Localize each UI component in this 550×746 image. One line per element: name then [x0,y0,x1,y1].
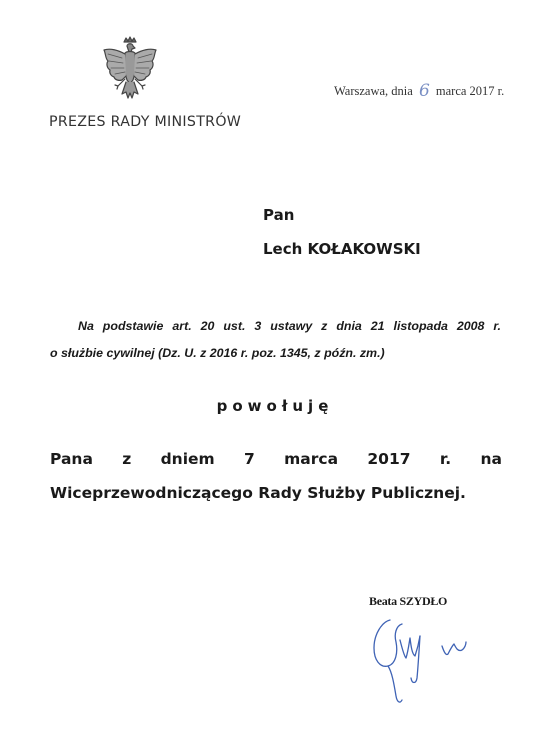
legal-basis-line-1: Na podstawie art. 20 ust. 3 ustawy z dnia 21 listopada 2008 r. [78,319,501,333]
addressee-salutation: Pan [263,206,295,224]
appointment-text-line-2: Wiceprzewodniczącego Rady Służby Publicznej. [50,484,466,502]
dateline [334,80,504,100]
handwritten-signature [362,612,492,712]
signer-name: Beata SZYDŁO [369,594,448,608]
appointment-text-line-1: Pana z dniem 7 marca 2017 r. na [50,450,502,468]
date-day-handwritten: 6 [418,81,430,101]
decision-heading: powołuję [216,397,334,415]
date-suffix: marca 2017 r. [435,84,505,98]
legal-basis-line-2: o służbie cywilnej (Dz. U. z 2016 r. poz. 1345, z późn. zm.) [50,346,385,360]
addressee-name: Lech KOŁAKOWSKI [263,240,421,258]
polish-eagle-emblem-icon [100,36,160,104]
office-title: PREZES RADY MINISTRÓW [49,114,242,130]
date-prefix: Warszawa, dnia [334,84,413,98]
